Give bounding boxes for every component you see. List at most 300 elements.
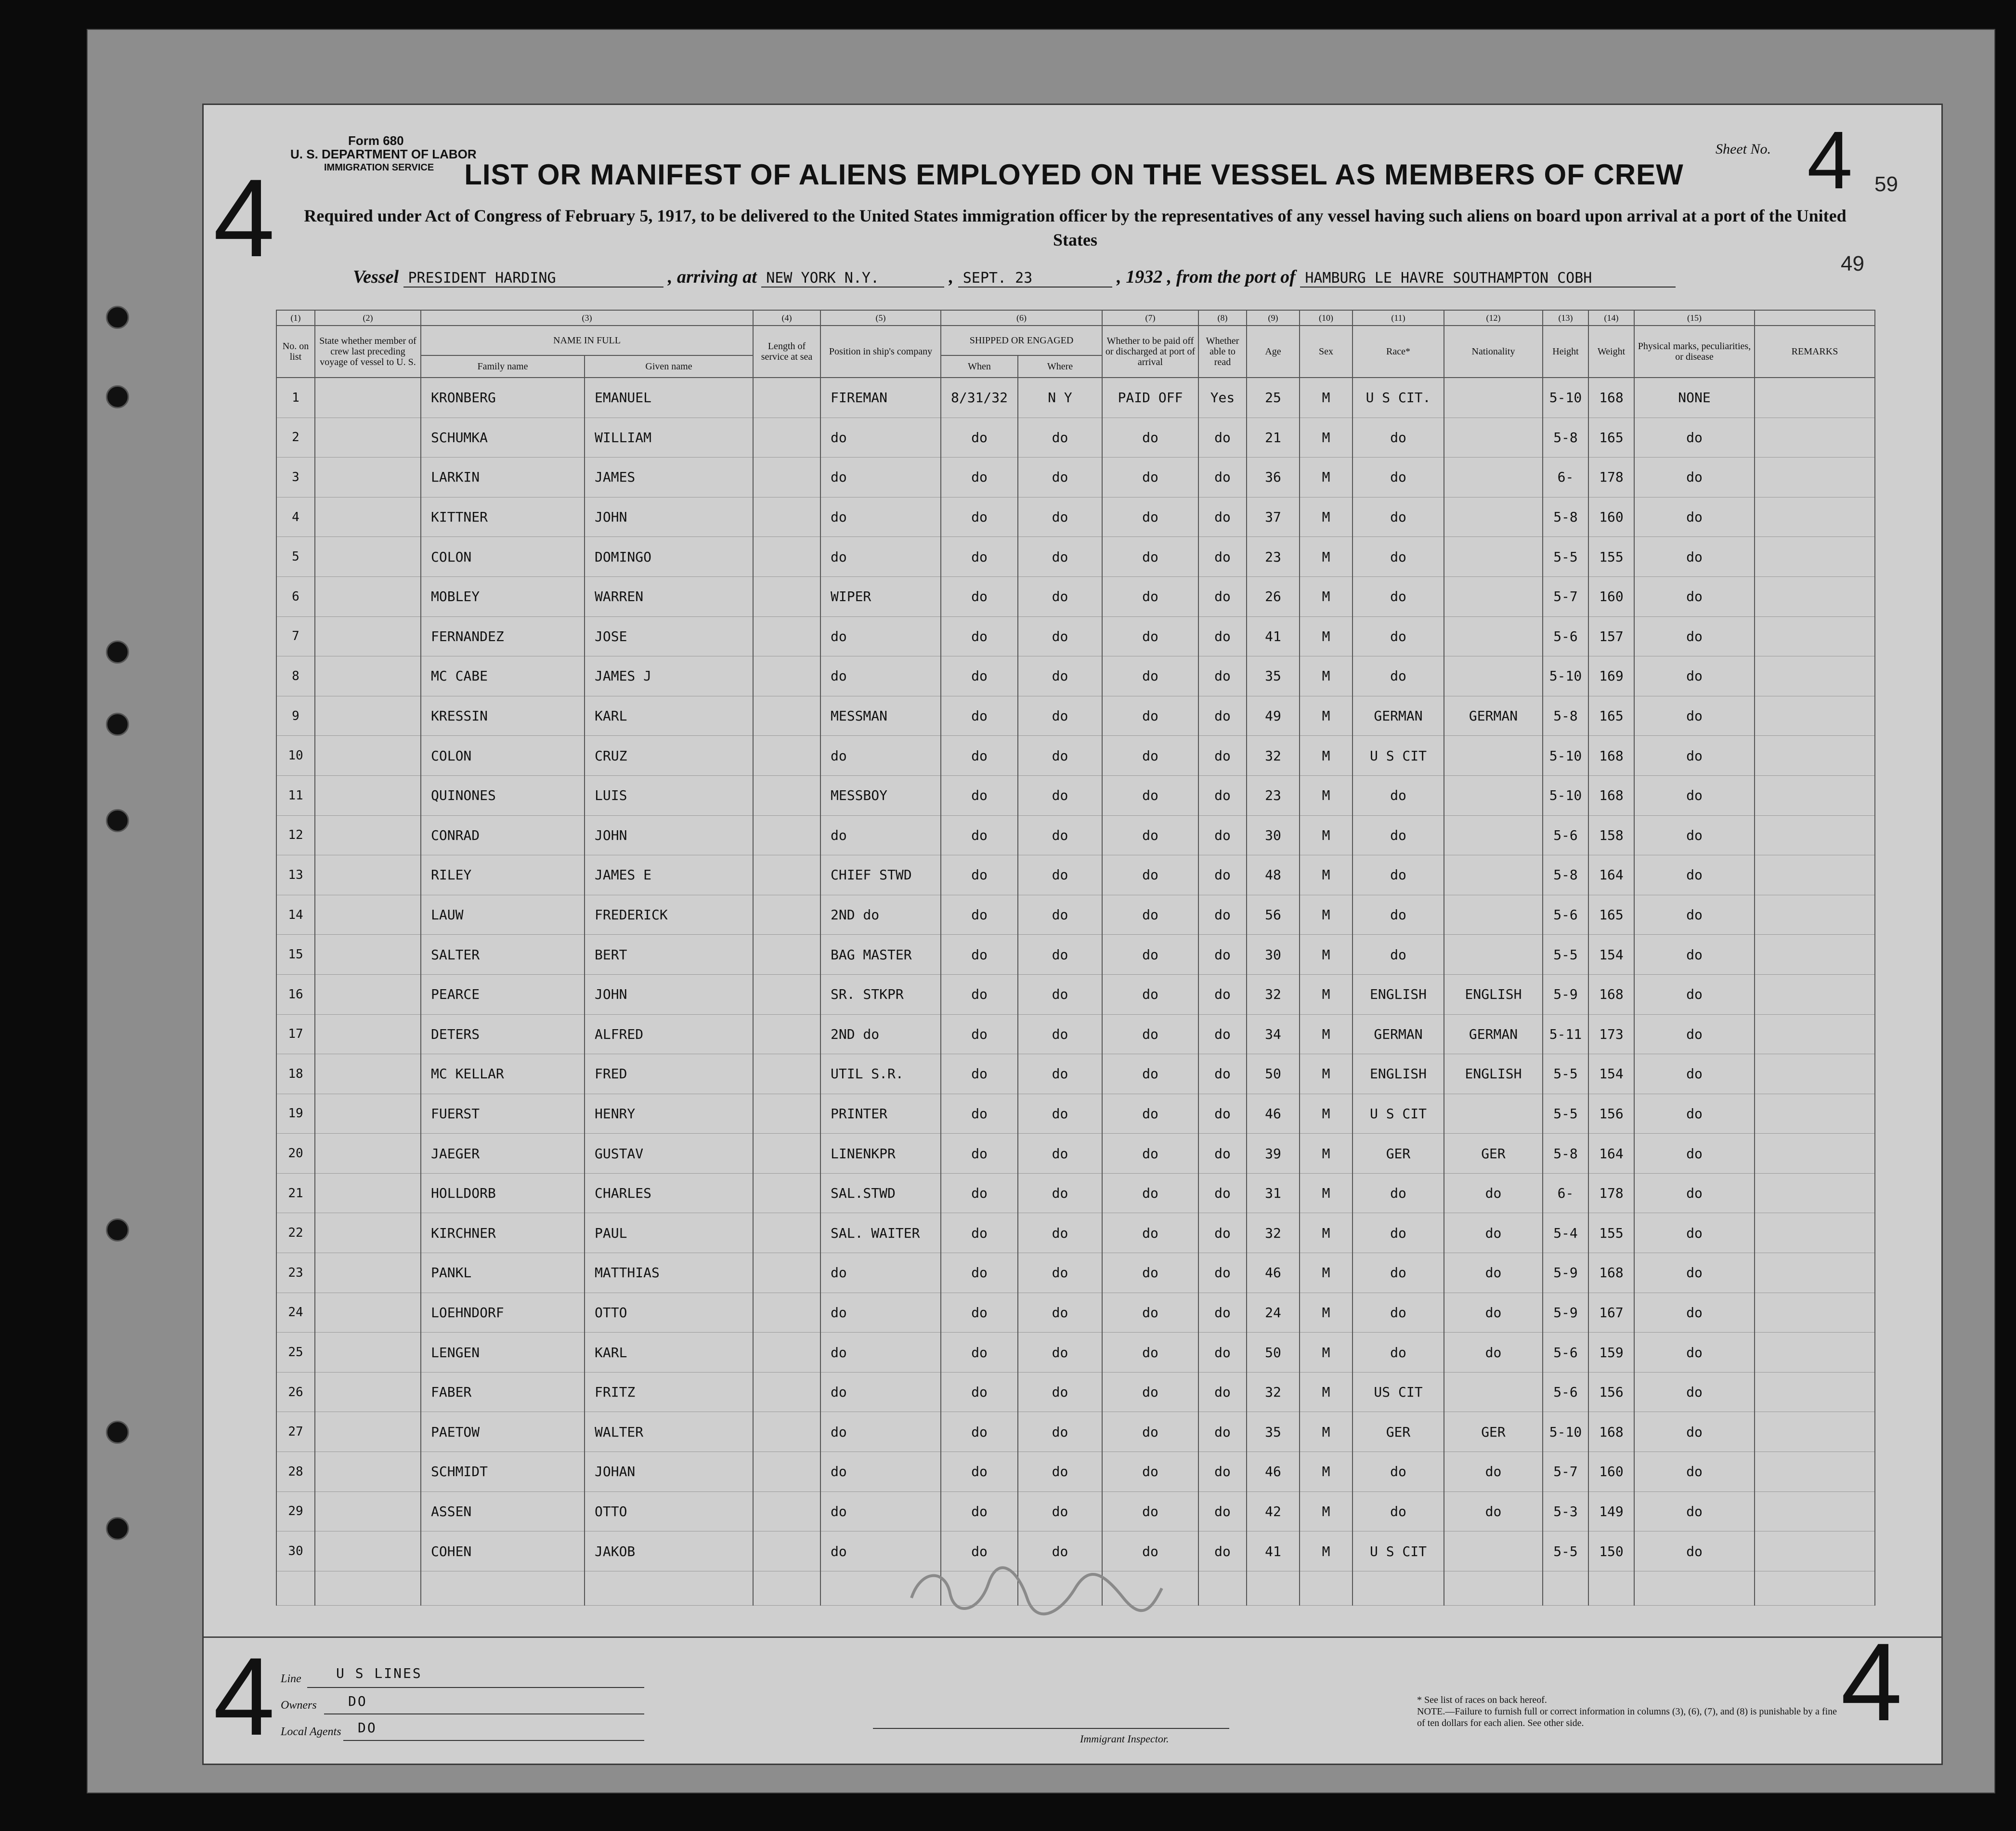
crew-no: 10 (276, 736, 315, 776)
family-name: MC KELLAR (421, 1054, 585, 1094)
shipped-when: do (941, 1173, 1018, 1213)
remarks (1755, 1134, 1875, 1174)
race: GER (1353, 1134, 1444, 1174)
weight: 156 (1588, 1094, 1634, 1134)
nationality (1444, 497, 1543, 537)
header-when: When (941, 355, 1018, 378)
height: 5-7 (1543, 576, 1588, 616)
col-num: (3) (421, 310, 753, 326)
paid-off: do (1102, 1333, 1198, 1373)
length-of-service (753, 1412, 820, 1452)
length-of-service (753, 1531, 820, 1571)
arrival-date: SEPT. 23 (958, 270, 1112, 288)
sex: M (1300, 1134, 1353, 1174)
manifest-title: LIST OR MANIFEST OF ALIENS EMPLOYED ON THE VESSEL AS MEMBERS OF CREW (464, 158, 1684, 191)
nationality: GERMAN (1444, 696, 1543, 736)
age: 56 (1247, 895, 1300, 935)
shipped-when: do (941, 537, 1018, 577)
paid-off: do (1102, 815, 1198, 855)
remarks (1755, 1531, 1875, 1571)
table-row (276, 1014, 1875, 1054)
paid-off: do (1102, 696, 1198, 736)
able-to-read: do (1198, 736, 1247, 776)
remarks (1755, 815, 1875, 855)
paid-off: PAID OFF (1102, 378, 1198, 418)
shipped-when: do (941, 497, 1018, 537)
age: 50 (1247, 1333, 1300, 1373)
shipped-where: do (1018, 895, 1102, 935)
header-age: Age (1247, 326, 1300, 378)
given-name: JOSE (585, 616, 753, 656)
state-cell (315, 537, 421, 577)
sex: M (1300, 935, 1353, 975)
able-to-read: do (1198, 1213, 1247, 1253)
age: 49 (1247, 696, 1300, 736)
col-num: (10) (1300, 310, 1353, 326)
remarks (1755, 1333, 1875, 1373)
able-to-read: do (1198, 1491, 1247, 1531)
remarks (1755, 935, 1875, 975)
table-row (276, 616, 1875, 656)
sex: M (1300, 576, 1353, 616)
crew-no: 12 (276, 815, 315, 855)
race: do (1353, 576, 1444, 616)
race: GERMAN (1353, 696, 1444, 736)
given-name: MATTHIAS (585, 1253, 753, 1293)
family-name: ASSEN (421, 1491, 585, 1531)
age: 35 (1247, 1412, 1300, 1452)
given-name: FRED (585, 1054, 753, 1094)
family-name: LARKIN (421, 458, 585, 497)
state-cell (315, 1014, 421, 1054)
table-row (276, 935, 1875, 975)
year-prefix: 19 (1126, 267, 1145, 287)
shipped-when: do (941, 1452, 1018, 1492)
remarks (1755, 696, 1875, 736)
sex: M (1300, 1333, 1353, 1373)
length-of-service (753, 1213, 820, 1253)
age: 41 (1247, 1531, 1300, 1571)
shipped-when: do (941, 895, 1018, 935)
footer-owners-value: DO (348, 1693, 367, 1709)
weight: 178 (1588, 458, 1634, 497)
height: 5-5 (1543, 935, 1588, 975)
col-num: (6) (941, 310, 1102, 326)
physical-marks: do (1634, 1094, 1755, 1134)
given-name: OTTO (585, 1491, 753, 1531)
shipped-where: do (1018, 656, 1102, 696)
position: do (820, 537, 941, 577)
given-name: JAMES J (585, 656, 753, 696)
state-cell (315, 497, 421, 537)
given-name: WALTER (585, 1412, 753, 1452)
remarks (1755, 1452, 1875, 1492)
paid-off: do (1102, 736, 1198, 776)
position: do (820, 1491, 941, 1531)
weight: 165 (1588, 696, 1634, 736)
table-row (276, 576, 1875, 616)
race: do (1353, 1452, 1444, 1492)
weight: 165 (1588, 418, 1634, 458)
crew-no: 17 (276, 1014, 315, 1054)
weight: 167 (1588, 1293, 1634, 1333)
crew-no: 2 (276, 418, 315, 458)
sex: M (1300, 696, 1353, 736)
position: do (820, 815, 941, 855)
physical-marks: do (1634, 1014, 1755, 1054)
state-cell (315, 1213, 421, 1253)
paid-off: do (1102, 1054, 1198, 1094)
shipped-where: do (1018, 736, 1102, 776)
nationality: do (1444, 1173, 1543, 1213)
table-row (276, 1173, 1875, 1213)
family-name: JAEGER (421, 1134, 585, 1174)
weight: 165 (1588, 895, 1634, 935)
paid-off: do (1102, 1094, 1198, 1134)
race: U S CIT (1353, 736, 1444, 776)
family-name: SALTER (421, 935, 585, 975)
header-family-name: Family name (421, 355, 585, 378)
table-row (276, 1253, 1875, 1293)
header-name-in-full: NAME IN FULL (421, 326, 753, 355)
vessel-line: Vessel PRESIDENT HARDING , arriving at NEW YORK N.Y. , SEPT. 23 , 1932 , from the port of HAMBURG LE HAVRE SOUTHAMPTON COBH (353, 266, 1676, 288)
remarks (1755, 576, 1875, 616)
shipped-where: do (1018, 1531, 1102, 1571)
race: do (1353, 1253, 1444, 1293)
sex: M (1300, 1491, 1353, 1531)
weight: 168 (1588, 974, 1634, 1014)
family-name: FERNANDEZ (421, 616, 585, 656)
able-to-read: do (1198, 1412, 1247, 1452)
weight: 168 (1588, 378, 1634, 418)
length-of-service (753, 1054, 820, 1094)
state-cell (315, 815, 421, 855)
given-name: JOHN (585, 815, 753, 855)
length-of-service (753, 1491, 820, 1531)
remarks (1755, 1293, 1875, 1333)
race: do (1353, 656, 1444, 696)
weight: 154 (1588, 1054, 1634, 1094)
age: 37 (1247, 497, 1300, 537)
table-row (276, 1333, 1875, 1373)
state-cell (315, 1452, 421, 1492)
position: do (820, 418, 941, 458)
shipped-when: do (941, 736, 1018, 776)
physical-marks: do (1634, 1531, 1755, 1571)
length-of-service (753, 895, 820, 935)
header-paid-off: Whether to be paid off or discharged at port of arrival (1102, 326, 1198, 378)
table-row (276, 378, 1875, 418)
nationality: GERMAN (1444, 1014, 1543, 1054)
sex: M (1300, 616, 1353, 656)
weight: 150 (1588, 1531, 1634, 1571)
remarks (1755, 656, 1875, 696)
able-to-read: do (1198, 1054, 1247, 1094)
position: BAG MASTER (820, 935, 941, 975)
height: 5-7 (1543, 1452, 1588, 1492)
arrival-port: NEW YORK N.Y. (761, 270, 944, 288)
binder-hole (106, 385, 129, 408)
header-weight: Weight (1588, 326, 1634, 378)
length-of-service (753, 736, 820, 776)
given-name: JAMES E (585, 855, 753, 895)
shipped-when: do (941, 616, 1018, 656)
length-of-service (753, 378, 820, 418)
table-row (276, 537, 1875, 577)
height: 5-8 (1543, 855, 1588, 895)
paid-off: do (1102, 1173, 1198, 1213)
family-name: KITTNER (421, 497, 585, 537)
age: 46 (1247, 1452, 1300, 1492)
shipped-when: do (941, 815, 1018, 855)
able-to-read: do (1198, 935, 1247, 975)
header-physical-marks: Physical marks, peculiarities, or disease (1634, 326, 1755, 378)
position: SR. STKPR (820, 974, 941, 1014)
height: 5-9 (1543, 974, 1588, 1014)
table-row (276, 1412, 1875, 1452)
paid-off: do (1102, 1452, 1198, 1492)
length-of-service (753, 1452, 820, 1492)
paid-off: do (1102, 855, 1198, 895)
weight: 158 (1588, 815, 1634, 855)
race: do (1353, 775, 1444, 815)
height: 5-9 (1543, 1253, 1588, 1293)
state-cell (315, 1293, 421, 1333)
physical-marks: do (1634, 497, 1755, 537)
position: 2ND do (820, 895, 941, 935)
able-to-read: do (1198, 1293, 1247, 1333)
height: 5-6 (1543, 895, 1588, 935)
given-name: WARREN (585, 576, 753, 616)
nationality: do (1444, 1333, 1543, 1373)
length-of-service (753, 537, 820, 577)
sex: M (1300, 656, 1353, 696)
header-shipped-or-engaged: SHIPPED OR ENGAGED (941, 326, 1102, 355)
height: 5-5 (1543, 537, 1588, 577)
header-race: Race* (1353, 326, 1444, 378)
height: 5-10 (1543, 1412, 1588, 1452)
shipped-where: do (1018, 1054, 1102, 1094)
crew-no: 1 (276, 378, 315, 418)
length-of-service (753, 1333, 820, 1373)
race: U S CIT (1353, 1531, 1444, 1571)
remarks (1755, 497, 1875, 537)
table-row (276, 1054, 1875, 1094)
able-to-read: do (1198, 974, 1247, 1014)
able-to-read: do (1198, 1094, 1247, 1134)
physical-marks: do (1634, 616, 1755, 656)
sex: M (1300, 418, 1353, 458)
nationality: ENGLISH (1444, 974, 1543, 1014)
family-name: QUINONES (421, 775, 585, 815)
header-sex: Sex (1300, 326, 1353, 378)
col-num: (15) (1634, 310, 1755, 326)
paid-off: do (1102, 1134, 1198, 1174)
nationality (1444, 576, 1543, 616)
table-row (276, 656, 1875, 696)
physical-marks: do (1634, 1333, 1755, 1373)
nationality (1444, 616, 1543, 656)
crew-no: 4 (276, 497, 315, 537)
nationality (1444, 1094, 1543, 1134)
sex: M (1300, 895, 1353, 935)
remarks (1755, 378, 1875, 418)
state-cell (315, 656, 421, 696)
shipped-where: do (1018, 1293, 1102, 1333)
family-name: HOLLDORB (421, 1173, 585, 1213)
table-row (276, 418, 1875, 458)
manifest-sheet (202, 104, 1943, 1765)
nationality (1444, 656, 1543, 696)
age: 42 (1247, 1491, 1300, 1531)
weight: 155 (1588, 1213, 1634, 1253)
family-name: PAETOW (421, 1412, 585, 1452)
sex: M (1300, 815, 1353, 855)
age: 30 (1247, 815, 1300, 855)
from-port-label: , from the port of (1167, 267, 1296, 287)
shipped-where: do (1018, 1333, 1102, 1373)
physical-marks: do (1634, 1253, 1755, 1293)
able-to-read: do (1198, 775, 1247, 815)
paid-off: do (1102, 1491, 1198, 1531)
shipped-when: do (941, 1014, 1018, 1054)
given-name: KARL (585, 1333, 753, 1373)
physical-marks: do (1634, 1173, 1755, 1213)
state-cell (315, 736, 421, 776)
age: 50 (1247, 1054, 1300, 1094)
family-name: COLON (421, 736, 585, 776)
length-of-service (753, 1134, 820, 1174)
header-nationality: Nationality (1444, 326, 1543, 378)
length-of-service (753, 418, 820, 458)
table-row (276, 1293, 1875, 1333)
shipped-where: do (1018, 1094, 1102, 1134)
shipped-when: do (941, 1094, 1018, 1134)
able-to-read: do (1198, 497, 1247, 537)
header-remarks: REMARKS (1755, 326, 1875, 378)
height: 6- (1543, 458, 1588, 497)
paid-off: do (1102, 537, 1198, 577)
crew-no: 30 (276, 1531, 315, 1571)
age: 39 (1247, 1134, 1300, 1174)
col-num: (4) (753, 310, 820, 326)
length-of-service (753, 576, 820, 616)
sex: M (1300, 855, 1353, 895)
height: 5-11 (1543, 1014, 1588, 1054)
age: 36 (1247, 458, 1300, 497)
weight: 160 (1588, 497, 1634, 537)
shipped-where: do (1018, 1253, 1102, 1293)
position: 2ND do (820, 1014, 941, 1054)
given-name: ALFRED (585, 1014, 753, 1054)
able-to-read: Yes (1198, 378, 1247, 418)
remarks (1755, 895, 1875, 935)
able-to-read: do (1198, 1253, 1247, 1293)
shipped-where: do (1018, 815, 1102, 855)
race: do (1353, 935, 1444, 975)
family-name: RILEY (421, 855, 585, 895)
race: US CIT (1353, 1372, 1444, 1412)
sex: M (1300, 1173, 1353, 1213)
weight: 168 (1588, 1412, 1634, 1452)
table-row (276, 458, 1875, 497)
remarks (1755, 775, 1875, 815)
weight: 155 (1588, 537, 1634, 577)
weight: 149 (1588, 1491, 1634, 1531)
physical-marks: do (1634, 1412, 1755, 1452)
given-name: JAMES (585, 458, 753, 497)
crew-no: 7 (276, 616, 315, 656)
weight: 156 (1588, 1372, 1634, 1412)
family-name: SCHUMKA (421, 418, 585, 458)
state-cell (315, 1372, 421, 1412)
remarks (1755, 1372, 1875, 1412)
nationality: do (1444, 1293, 1543, 1333)
crew-no: 5 (276, 537, 315, 577)
physical-marks: do (1634, 458, 1755, 497)
remarks (1755, 458, 1875, 497)
header-position: Position in ship's company (820, 326, 941, 378)
shipped-when: do (941, 1253, 1018, 1293)
height: 5-5 (1543, 1094, 1588, 1134)
nationality (1444, 935, 1543, 975)
position: SAL.STWD (820, 1173, 941, 1213)
header-length-of-service: Length of service at sea (753, 326, 820, 378)
given-name: PAUL (585, 1213, 753, 1253)
crew-no: 3 (276, 458, 315, 497)
crew-no: 13 (276, 855, 315, 895)
position: WIPER (820, 576, 941, 616)
crew-no: 15 (276, 935, 315, 975)
footer-divider (204, 1636, 1943, 1638)
shipped-when: do (941, 1531, 1018, 1571)
remarks (1755, 1054, 1875, 1094)
table-row (276, 1491, 1875, 1531)
state-cell (315, 1491, 421, 1531)
height: 5-8 (1543, 418, 1588, 458)
length-of-service (753, 1173, 820, 1213)
shipped-where: N Y (1018, 378, 1102, 418)
note-penalty: NOTE.—Failure to furnish full or correct information in columns (3), (6), (7), and (8) is punishable by a fine of ten dollars for each alien. See other side. (1417, 1706, 1837, 1728)
physical-marks: do (1634, 418, 1755, 458)
crew-no: 26 (276, 1372, 315, 1412)
sex: M (1300, 1412, 1353, 1452)
list-number: 49 (1841, 252, 1864, 275)
sheet-number: 4 (1807, 115, 1853, 206)
shipped-when: do (941, 1213, 1018, 1253)
col-num: (13) (1543, 310, 1588, 326)
position: do (820, 656, 941, 696)
physical-marks: do (1634, 1452, 1755, 1492)
physical-marks: do (1634, 1134, 1755, 1174)
state-cell (315, 616, 421, 656)
given-name: JOHAN (585, 1452, 753, 1492)
shipped-when: do (941, 1412, 1018, 1452)
table-row (276, 855, 1875, 895)
race: ENGLISH (1353, 974, 1444, 1014)
shipped-when: do (941, 1372, 1018, 1412)
shipped-where: do (1018, 974, 1102, 1014)
crew-no: 23 (276, 1253, 315, 1293)
height: 5-10 (1543, 736, 1588, 776)
length-of-service (753, 935, 820, 975)
family-name: COHEN (421, 1531, 585, 1571)
remarks (1755, 1253, 1875, 1293)
age: 25 (1247, 378, 1300, 418)
family-name: FUERST (421, 1094, 585, 1134)
paid-off: do (1102, 1412, 1198, 1452)
physical-marks: do (1634, 974, 1755, 1014)
